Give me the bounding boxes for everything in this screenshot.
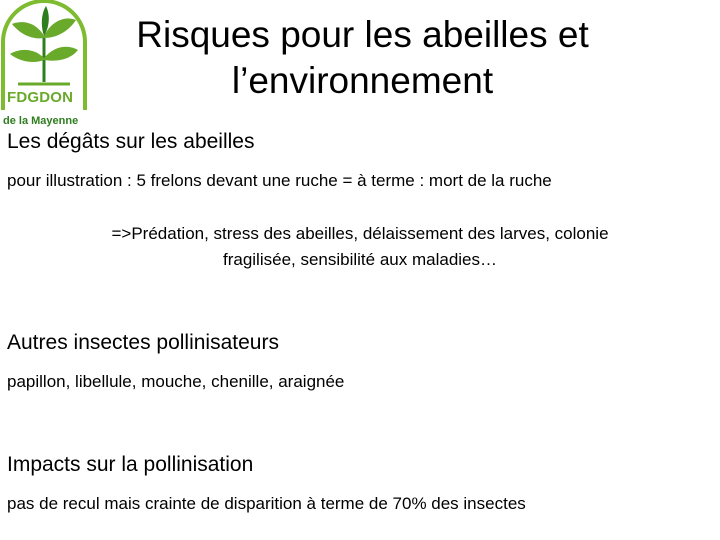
logo-subtitle: de la Mayenne xyxy=(3,115,79,127)
section-text-bees: pour illustration : 5 frelons devant une ruche = à terme : mort de la ruche xyxy=(7,171,552,190)
logo-name: FDGDON xyxy=(7,89,74,106)
section-text-pollination: pas de recul mais crainte de disparition à terme de 70% des insectes xyxy=(7,494,526,513)
section-heading-bees: Les dégâts sur les abeilles xyxy=(7,130,255,153)
title-line-1: Risques pour les abeilles et xyxy=(136,14,589,55)
section-heading-pollinators: Autres insectes pollinisateurs xyxy=(7,331,279,354)
page-title xyxy=(95,12,630,104)
section-detail-bees xyxy=(0,221,720,273)
detail-line-2: fragilisée, sensibilité aux maladies… xyxy=(222,250,498,269)
detail-line-1: =>Prédation, stress des abeilles, délaissement des larves, colonie xyxy=(111,224,609,243)
section-heading-pollination: Impacts sur la pollinisation xyxy=(7,453,254,476)
section-text-pollinators: papillon, libellule, mouche, chenille, araignée xyxy=(7,372,345,391)
fdgdon-logo xyxy=(0,0,90,130)
title-line-2: l’environnement xyxy=(231,60,494,101)
